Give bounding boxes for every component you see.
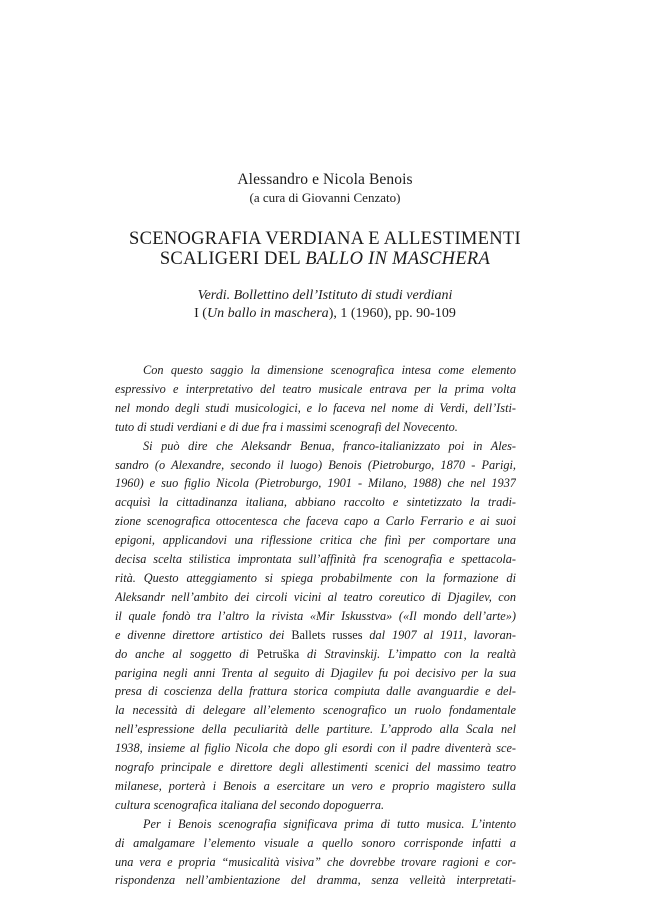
stravinskij-text: Stravinskij (324, 646, 378, 661)
source-line-1 (0, 287, 650, 305)
text-run: dal 1907 al 1911, lavoran- (362, 627, 516, 642)
text-run: e divenne direttore artistico dei (115, 627, 292, 642)
text-line: epigoni, applicandovi una riflessione critica che finì per comportare una (115, 533, 516, 548)
text-run: di (299, 646, 325, 661)
body-text (115, 361, 516, 890)
text-line: cultura scenografica italiana del secondo dopoguerra. (115, 797, 385, 812)
text-line: il quale fondò tra l’altro la rivista «Mir Iskusstva» («Il mondo dell’arte») (115, 608, 516, 623)
text-line: decisa scelta stilistica improntata sull’affinità fra scenografia e spettacola- (115, 552, 516, 567)
text-line: acquisì la cittadinanza italiana, abbiano raccolto e sintetizzato la tradi- (115, 495, 516, 510)
article-editor: (a cura di Giovanni Cenzato) (249, 190, 401, 205)
text-line: 1960) e suo figlio Nicola (Pietroburgo, 1901 - Milano, 1988) che nel 1937 (115, 476, 516, 491)
source-line-2 (0, 305, 650, 323)
text-line: una vera e propria “musicalità visiva” che dovrebbe trovare ragioni e cor- (115, 854, 516, 869)
title-line-2-prefix: SCALIGERI DEL (159, 249, 306, 269)
text-line: nografo principale e direttore degli allestimenti scenici del massimo teatro (115, 760, 516, 775)
text-line: tuto di studi verdiani e di due fra i massimi scenografi del Novecento. (115, 419, 458, 434)
text-line: zione scenografica ottocentesca che faceva capo a Carlo Ferrario e ai suoi (115, 514, 516, 529)
text-line: Con questo saggio la dimensione scenografica intesa come elemento (143, 363, 516, 377)
text-line: nel mondo degli studi musicologici, e lo faceva nel nome di Verdi, dell’Isti- (115, 400, 516, 415)
text-line: nell’espressione della peculiarità delle partiture. L’approdo alla Scala nel (115, 722, 516, 737)
source-pages: ), 1 (1960), pp. 90-109 (328, 306, 456, 321)
text-line: rispondenza nell’ambientazione del dramma, senza velleità interpretati- (115, 873, 516, 888)
source-issue-title: Un ballo in maschera (206, 306, 329, 321)
text-run: . L’impatto con la realtà (377, 646, 516, 661)
text-line: di amalgamare l’elemento visuale a quello sonoro corrisponde infatti a (115, 835, 516, 850)
text-line: Per i Benois scenografia significava prima di tutto musica. L’intento (143, 816, 516, 831)
petruska-text: Petruška (256, 646, 300, 661)
text-line: presa di coscienza della frattura storica compiuta dalle avanguardie e del- (115, 684, 516, 699)
text-line: Aleksandr nell’ambito dei circoli vicini al teatro coreutico di Djagilev, con (115, 589, 516, 604)
text-run: do anche al soggetto di (115, 646, 257, 661)
article-source (0, 287, 650, 323)
text-line: rità. Questo atteggiamento si spiega probabilmente con la formazione di (115, 570, 516, 585)
article-authors: Alessandro e Nicola Benois (237, 171, 413, 188)
title-line-2 (0, 249, 650, 269)
text-line: la necessità di delegare all’elemento scenografico un ruolo fondamentale (115, 703, 516, 718)
text-line: parigina negli anni Trenta al seguito di Djagilev fu poi decisivo per la sua (115, 665, 516, 680)
text-line: 1938, insieme al figlio Nicola che dopo gli esordi con il padre diventerà sce- (115, 741, 516, 756)
article-title (0, 229, 650, 269)
text-line (115, 626, 516, 645)
text-line: sandro (o Alexandre, secondo il luogo) Benois (Pietroburgo, 1870 - Parigi, (115, 457, 516, 472)
source-volume: I ( (194, 306, 207, 321)
source-journal: Verdi. Bollettino dell’Istituto di studi verdiani (197, 288, 453, 303)
text-line: Si può dire che Aleksandr Benua, franco-italianizzato poi in Ales- (143, 438, 516, 453)
text-line: espressivo e interpretativo del teatro musicale entrava per la prima volta (115, 381, 516, 396)
ballets-russes-text: Ballets russes (291, 627, 363, 642)
title-line-1: SCENOGRAFIA VERDIANA E ALLESTIMENTI (129, 229, 521, 249)
title-line-2-italic: BALLO IN MASCHERA (305, 249, 491, 269)
text-line: milanese, porterà i Benois a esercitare un vero e proprio magistero sulla (115, 778, 516, 793)
text-line (115, 645, 516, 664)
